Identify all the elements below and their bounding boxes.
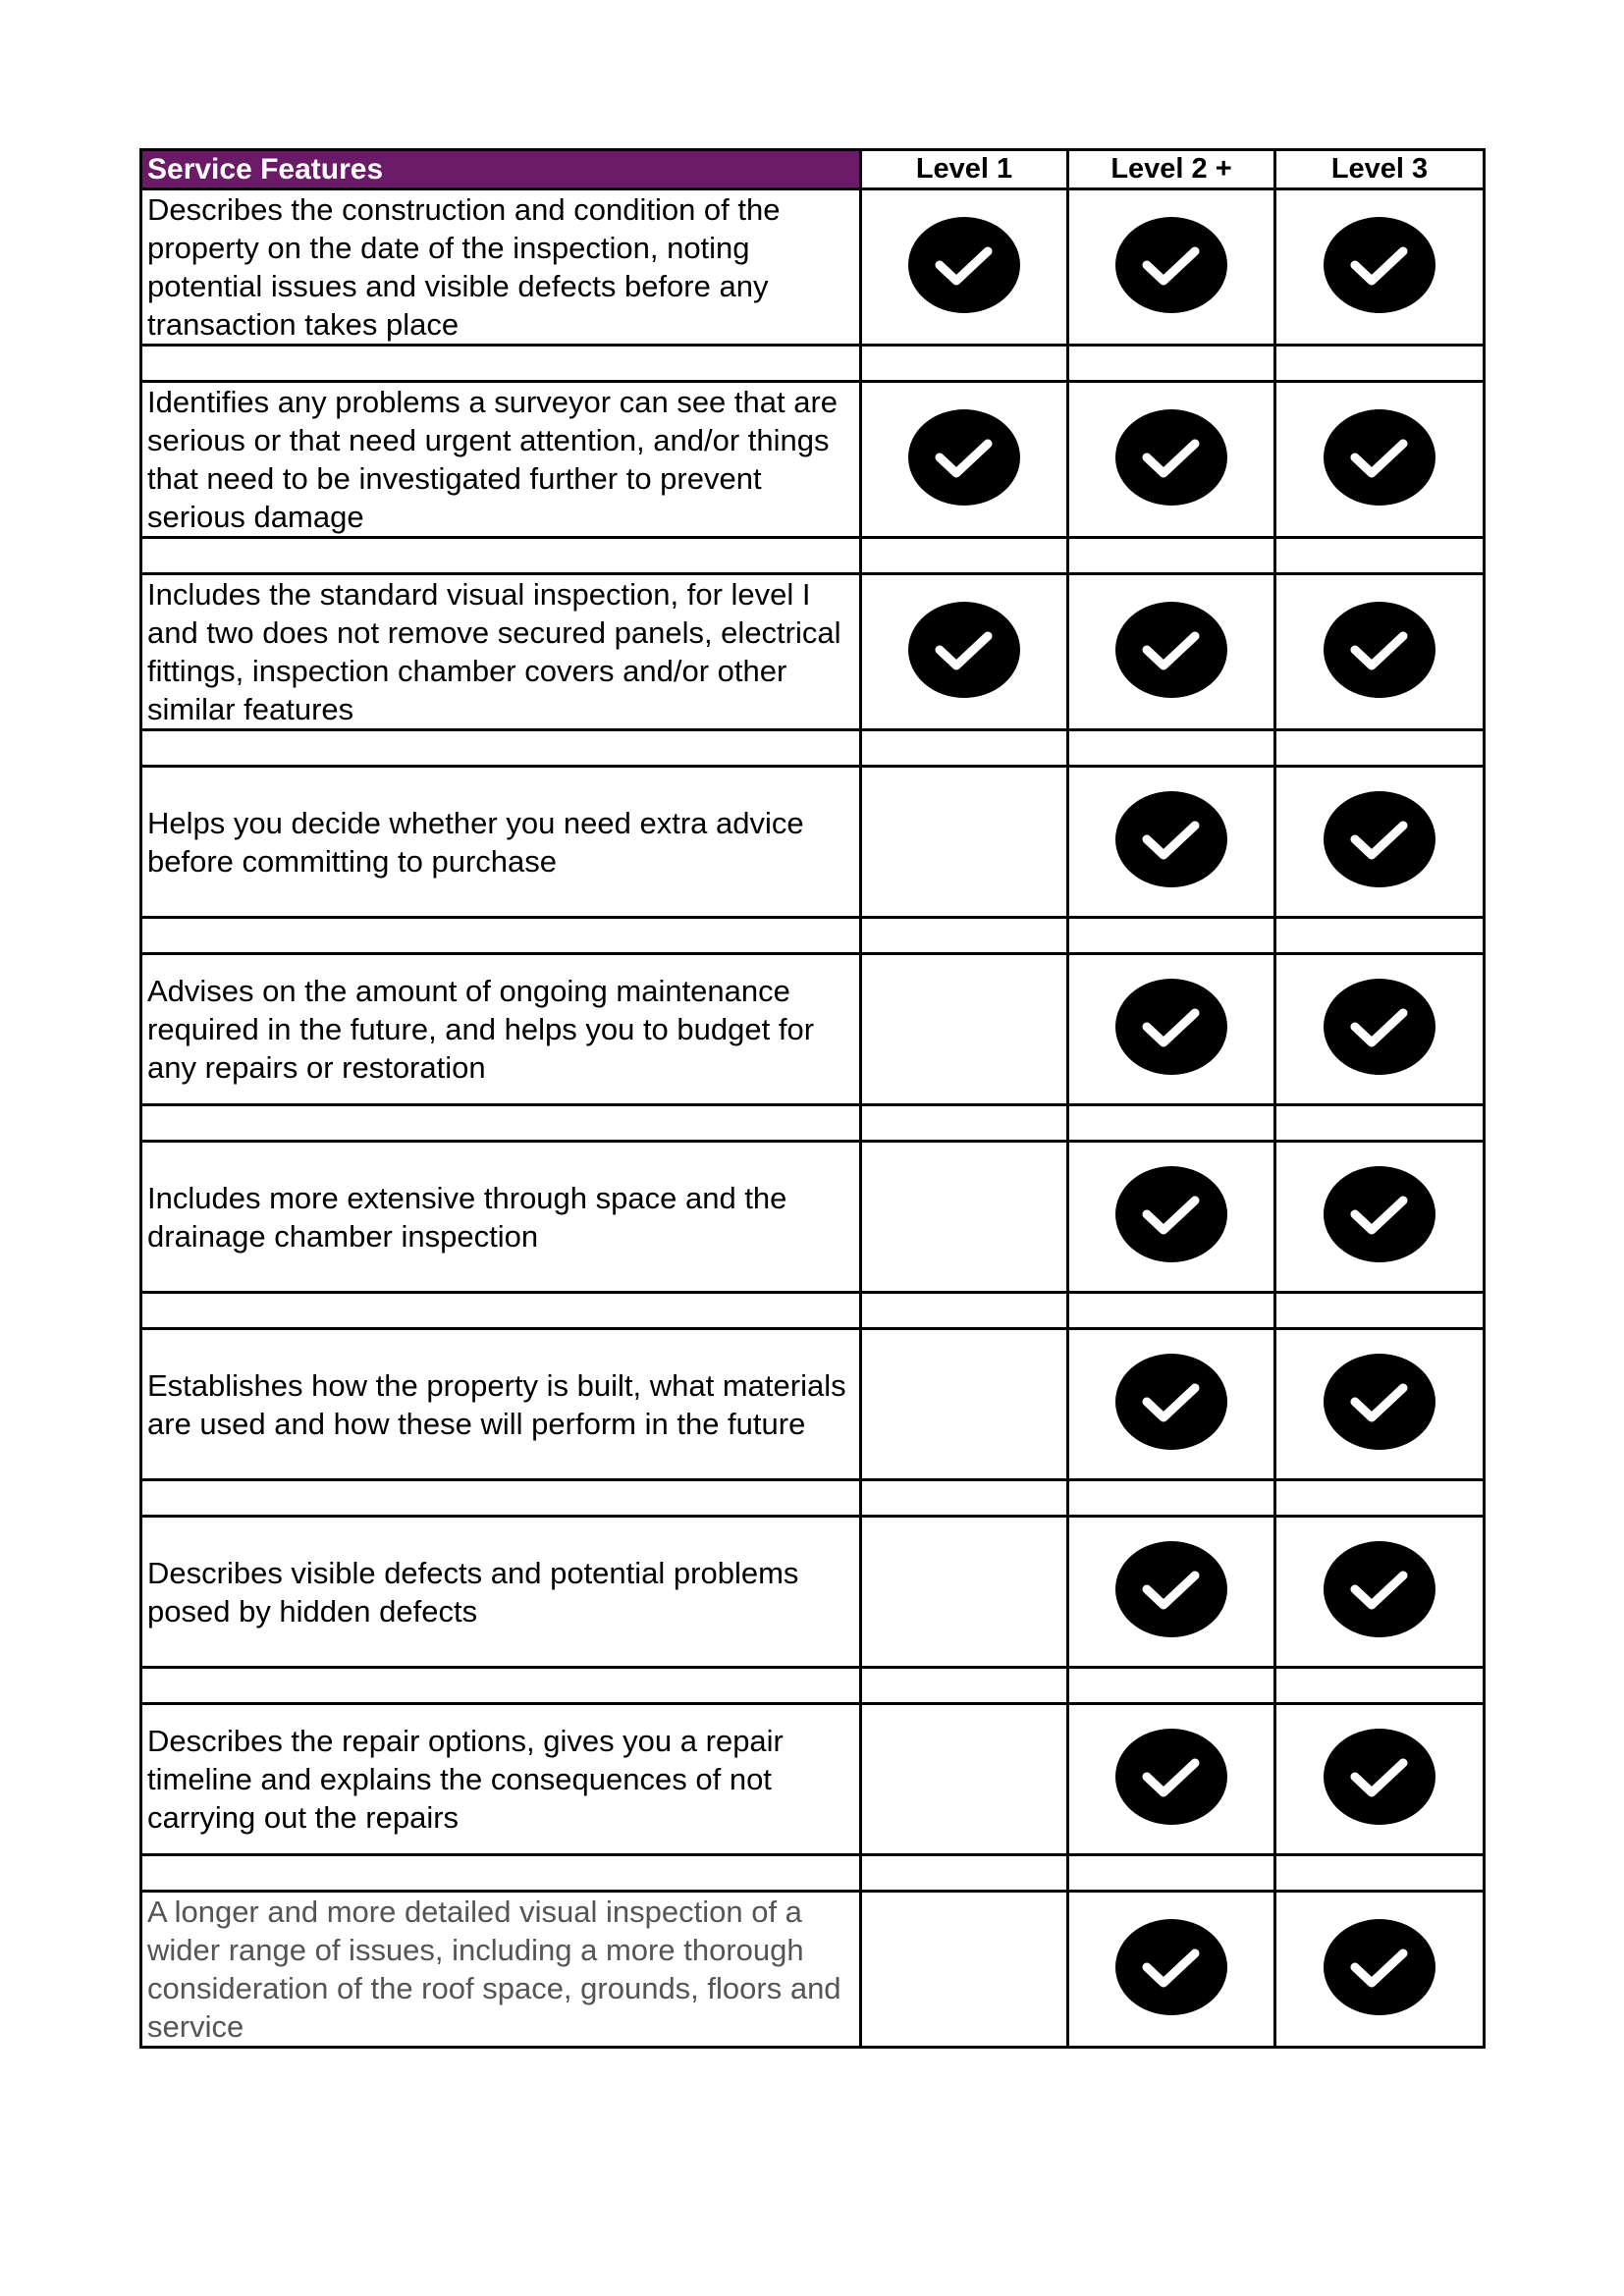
service-features-table [139, 148, 1486, 2049]
spacer-row [141, 538, 1485, 574]
level-2-cell [1068, 1142, 1275, 1293]
level-3-header: Level 3 [1275, 150, 1485, 189]
spacer-cell [861, 730, 1068, 767]
spacer-cell [1068, 1855, 1275, 1892]
spacer-cell [141, 1293, 861, 1329]
spacer-cell [1275, 538, 1485, 574]
table-row [141, 1892, 1485, 2048]
level-1-cell [861, 1329, 1068, 1480]
level-1-cell [861, 767, 1068, 918]
check-circle-icon [1114, 1540, 1228, 1638]
level-2-cell [1068, 1704, 1275, 1855]
level-3-cell [1275, 1704, 1485, 1855]
spacer-cell [141, 346, 861, 382]
level-2-cell [1068, 1517, 1275, 1668]
feature-description: Describes the construction and condition of the property on the date of the inspection, noting potential issues and visible defects before any transaction takes place [141, 189, 861, 346]
table-row [141, 954, 1485, 1105]
spacer-row [141, 730, 1485, 767]
spacer-cell [141, 1105, 861, 1142]
spacer-cell [1275, 1668, 1485, 1704]
spacer-cell [861, 538, 1068, 574]
spacer-cell [141, 918, 861, 954]
spacer-row [141, 918, 1485, 954]
check-circle-icon [907, 601, 1021, 699]
table-row [141, 1142, 1485, 1293]
spacer-cell [1068, 730, 1275, 767]
check-circle-icon [1323, 1353, 1436, 1451]
spacer-cell [1068, 1105, 1275, 1142]
spacer-cell [1068, 538, 1275, 574]
spacer-cell [141, 1480, 861, 1517]
spacer-cell [1068, 1293, 1275, 1329]
spacer-cell [861, 1668, 1068, 1704]
spacer-row [141, 1668, 1485, 1704]
spacer-row [141, 1105, 1485, 1142]
check-circle-icon [1114, 978, 1228, 1076]
level-2-header: Level 2 + [1068, 150, 1275, 189]
spacer-cell [1275, 730, 1485, 767]
table-header-row [141, 150, 1485, 189]
level-2-cell [1068, 382, 1275, 538]
spacer-cell [1068, 1480, 1275, 1517]
spacer-row [141, 1480, 1485, 1517]
table-row [141, 189, 1485, 346]
check-circle-icon [1323, 216, 1436, 314]
check-circle-icon [1114, 1353, 1228, 1451]
level-3-cell [1275, 1142, 1485, 1293]
spacer-row [141, 1855, 1485, 1892]
table-row [141, 382, 1485, 538]
spacer-cell [1068, 918, 1275, 954]
table-row [141, 767, 1485, 918]
check-circle-icon [1323, 408, 1436, 507]
level-3-cell [1275, 574, 1485, 730]
level-3-cell [1275, 954, 1485, 1105]
table-row [141, 1704, 1485, 1855]
spacer-cell [1275, 1480, 1485, 1517]
check-circle-icon [1114, 790, 1228, 888]
feature-description: Advises on the amount of ongoing maintenance required in the future, and helps you to budget for any repairs or restoration [141, 954, 861, 1105]
check-circle-icon [1114, 1918, 1228, 2016]
feature-description: Establishes how the property is built, what materials are used and how these will perform in the future [141, 1329, 861, 1480]
spacer-cell [1275, 1105, 1485, 1142]
feature-description: Describes visible defects and potential problems posed by hidden defects [141, 1517, 861, 1668]
table-row [141, 1517, 1485, 1668]
feature-description: Includes the standard visual inspection, for level I and two does not remove secured panels, electrical fittings, inspection chamber covers and/or other similar features [141, 574, 861, 730]
feature-description: Includes more extensive through space and the drainage chamber inspection [141, 1142, 861, 1293]
feature-description: Describes the repair options, gives you a repair timeline and explains the consequences of not carrying out the repairs [141, 1704, 861, 1855]
level-1-cell [861, 1142, 1068, 1293]
spacer-cell [861, 1293, 1068, 1329]
level-1-cell [861, 1704, 1068, 1855]
level-1-cell [861, 1517, 1068, 1668]
level-1-cell [861, 189, 1068, 346]
spacer-cell [1275, 918, 1485, 954]
level-2-cell [1068, 1892, 1275, 2048]
spacer-cell [861, 1480, 1068, 1517]
check-circle-icon [1114, 601, 1228, 699]
level-2-cell [1068, 954, 1275, 1105]
spacer-cell [141, 538, 861, 574]
table-body [141, 189, 1485, 2048]
spacer-row [141, 346, 1485, 382]
level-1-cell [861, 382, 1068, 538]
spacer-cell [141, 1668, 861, 1704]
feature-description: Identifies any problems a surveyor can see that are serious or that need urgent attention, and/or things that need to be investigated further to prevent serious damage [141, 382, 861, 538]
level-3-cell [1275, 1517, 1485, 1668]
level-2-cell [1068, 574, 1275, 730]
table-row [141, 1329, 1485, 1480]
check-circle-icon [1323, 1918, 1436, 2016]
service-features-header: Service Features [141, 150, 861, 189]
check-circle-icon [907, 408, 1021, 507]
check-circle-icon [1323, 1540, 1436, 1638]
level-1-cell [861, 574, 1068, 730]
level-3-cell [1275, 189, 1485, 346]
check-circle-icon [1114, 1728, 1228, 1826]
level-3-cell [1275, 767, 1485, 918]
level-1-cell [861, 954, 1068, 1105]
table-row [141, 574, 1485, 730]
check-circle-icon [1323, 790, 1436, 888]
check-circle-icon [1114, 216, 1228, 314]
check-circle-icon [1323, 601, 1436, 699]
check-circle-icon [1323, 1165, 1436, 1263]
spacer-cell [141, 730, 861, 767]
spacer-cell [861, 1855, 1068, 1892]
level-2-cell [1068, 1329, 1275, 1480]
check-circle-icon [1323, 978, 1436, 1076]
level-2-cell [1068, 189, 1275, 346]
spacer-cell [1068, 346, 1275, 382]
check-circle-icon [1323, 1728, 1436, 1826]
level-3-cell [1275, 382, 1485, 538]
check-circle-icon [907, 216, 1021, 314]
spacer-cell [861, 346, 1068, 382]
spacer-cell [1275, 1293, 1485, 1329]
feature-description: A longer and more detailed visual inspection of a wider range of issues, including a more thorough consideration of the roof space, grounds, floors and service [141, 1892, 861, 2048]
feature-description: Helps you decide whether you need extra advice before committing to purchase [141, 767, 861, 918]
spacer-cell [1275, 346, 1485, 382]
level-3-cell [1275, 1329, 1485, 1480]
spacer-cell [1275, 1855, 1485, 1892]
spacer-cell [861, 918, 1068, 954]
level-3-cell [1275, 1892, 1485, 2048]
spacer-cell [861, 1105, 1068, 1142]
spacer-cell [1068, 1668, 1275, 1704]
check-circle-icon [1114, 408, 1228, 507]
level-2-cell [1068, 767, 1275, 918]
spacer-cell [141, 1855, 861, 1892]
level-1-cell [861, 1892, 1068, 2048]
check-circle-icon [1114, 1165, 1228, 1263]
spacer-row [141, 1293, 1485, 1329]
comparison-sheet [139, 148, 1483, 2049]
level-1-header: Level 1 [861, 150, 1068, 189]
